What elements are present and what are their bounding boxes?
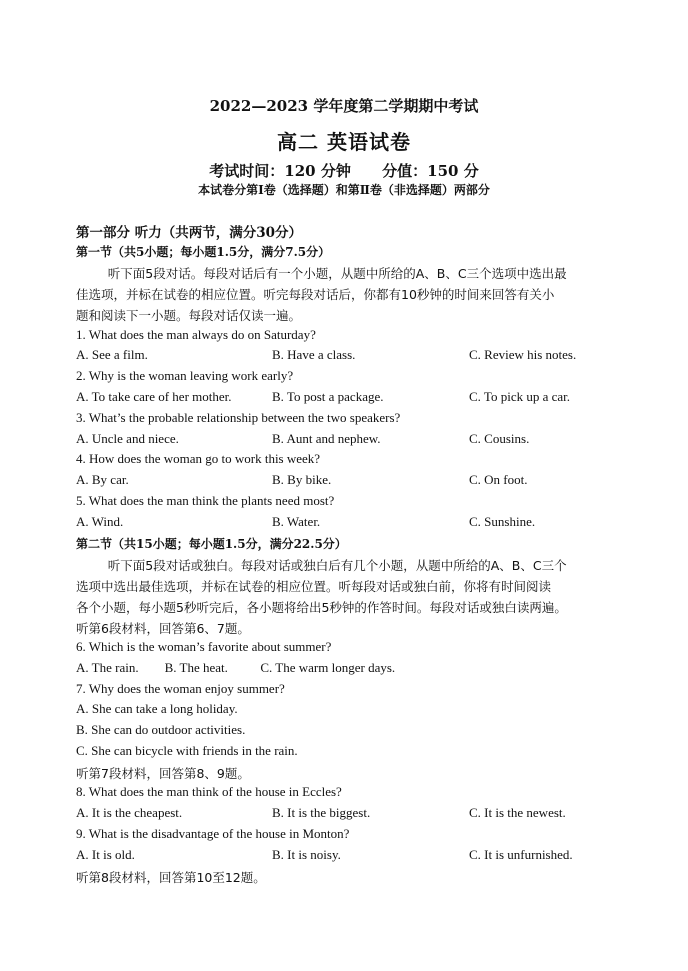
question-2: 2. Why is the woman leaving work early?: [76, 368, 294, 383]
section2-title: 第二节（共15小题；每小题1.5分，满分22.5分）: [76, 537, 347, 551]
option-c: C. It is unfurnished.: [469, 847, 573, 862]
option-c: C. On foot.: [469, 472, 528, 487]
question-9: 9. What is the disadvantage of the house in Monton?: [76, 826, 350, 841]
section1-instruction-line: 听下面5段对话。每段对话后有一个小题，从题中所给的A、B、C三个选项中选出最: [76, 266, 567, 281]
option-a: A. It is the cheapest.: [76, 805, 183, 820]
option-a: A. By car.: [76, 472, 129, 487]
option-a: A. It is old.: [76, 847, 135, 862]
section2-instruction-line: 选项中选出最佳选项，并标在试卷的相应位置。听每段对话或独白前，你将有时间阅读: [76, 579, 552, 594]
option-b: B. Water.: [272, 514, 321, 529]
question-6-options: A. The rain. B. The heat. C. The warm longer days.: [76, 660, 396, 675]
option-b: B. To post a package.: [272, 389, 384, 404]
section2-instruction-line: 听下面5段对话或独白。每段对话或独白后有几个小题，从题中所给的A、B、C三个: [76, 558, 567, 573]
option-a: A. She can take a long holiday.: [76, 701, 238, 716]
material-6-note: 听第6段材料，回答第6、7题。: [76, 621, 250, 636]
exam-year-title: 2022—2023 学年度第二学期期中考试: [209, 97, 479, 115]
question-7: 7. Why does the woman enjoy summer?: [76, 681, 285, 696]
option-b: B. Have a class.: [272, 347, 356, 362]
question-1: 1. What does the man always do on Saturday?: [76, 327, 316, 342]
option-c: C. Sunshine.: [469, 514, 536, 529]
option-c: C. It is the newest.: [469, 805, 566, 820]
material-7-note: 听第7段材料，回答第8、9题。: [76, 766, 250, 781]
exam-subject-title: 高二 英语试卷: [277, 130, 411, 154]
option-c: C. She can bicycle with friends in the rain.: [76, 743, 298, 758]
option-c: C. Review his notes.: [469, 347, 577, 362]
question-6: 6. Which is the woman’s favorite about summer?: [76, 639, 332, 654]
option-b: B. Aunt and nephew.: [272, 431, 381, 446]
option-a: A. See a film.: [76, 347, 148, 362]
question-3: 3. What’s the probable relationship between the two speakers?: [76, 410, 401, 425]
option-b: B. It is noisy.: [272, 847, 341, 862]
question-4: 4. How does the woman go to work this week?: [76, 451, 321, 466]
section2-instruction-line: 各个小题，每小题5秒听完后，各小题将给出5秒钟的作答时间。每段对话或独白读两遍。: [76, 600, 567, 615]
exam-structure-note: 本试卷分第Ⅰ卷（选择题）和第Ⅱ卷（非选择题）两部分: [198, 183, 490, 197]
question-5: 5. What does the man think the plants need most?: [76, 493, 335, 508]
question-8: 8. What does the man think of the house in Eccles?: [76, 784, 342, 799]
option-b: B. She can do outdoor activities.: [76, 722, 246, 737]
section1-title: 第一节（共5小题；每小题1.5分，满分7.5分）: [76, 245, 331, 259]
option-c: C. To pick up a car.: [469, 389, 571, 404]
option-c: C. Cousins.: [469, 431, 530, 446]
part1-title: 第一部分 听力（共两节，满分30分）: [76, 225, 302, 241]
exam-time-score: 考试时间：120 分钟 分值：150 分: [209, 162, 479, 180]
option-a: A. Wind.: [76, 514, 124, 529]
material-8-note: 听第8段材料，回答第10至12题。: [76, 870, 266, 885]
option-a: A. To take care of her mother.: [76, 389, 232, 404]
option-b: B. By bike.: [272, 472, 332, 487]
option-a: A. Uncle and niece.: [76, 431, 179, 446]
section1-instruction-line: 题和阅读下一小题。每段对话仅读一遍。: [76, 308, 302, 323]
section1-instruction-line: 佳选项，并标在试卷的相应位置。听完每段对话后，你都有10秒钟的时间来回答有关小: [76, 287, 555, 302]
option-b: B. It is the biggest.: [272, 805, 371, 820]
